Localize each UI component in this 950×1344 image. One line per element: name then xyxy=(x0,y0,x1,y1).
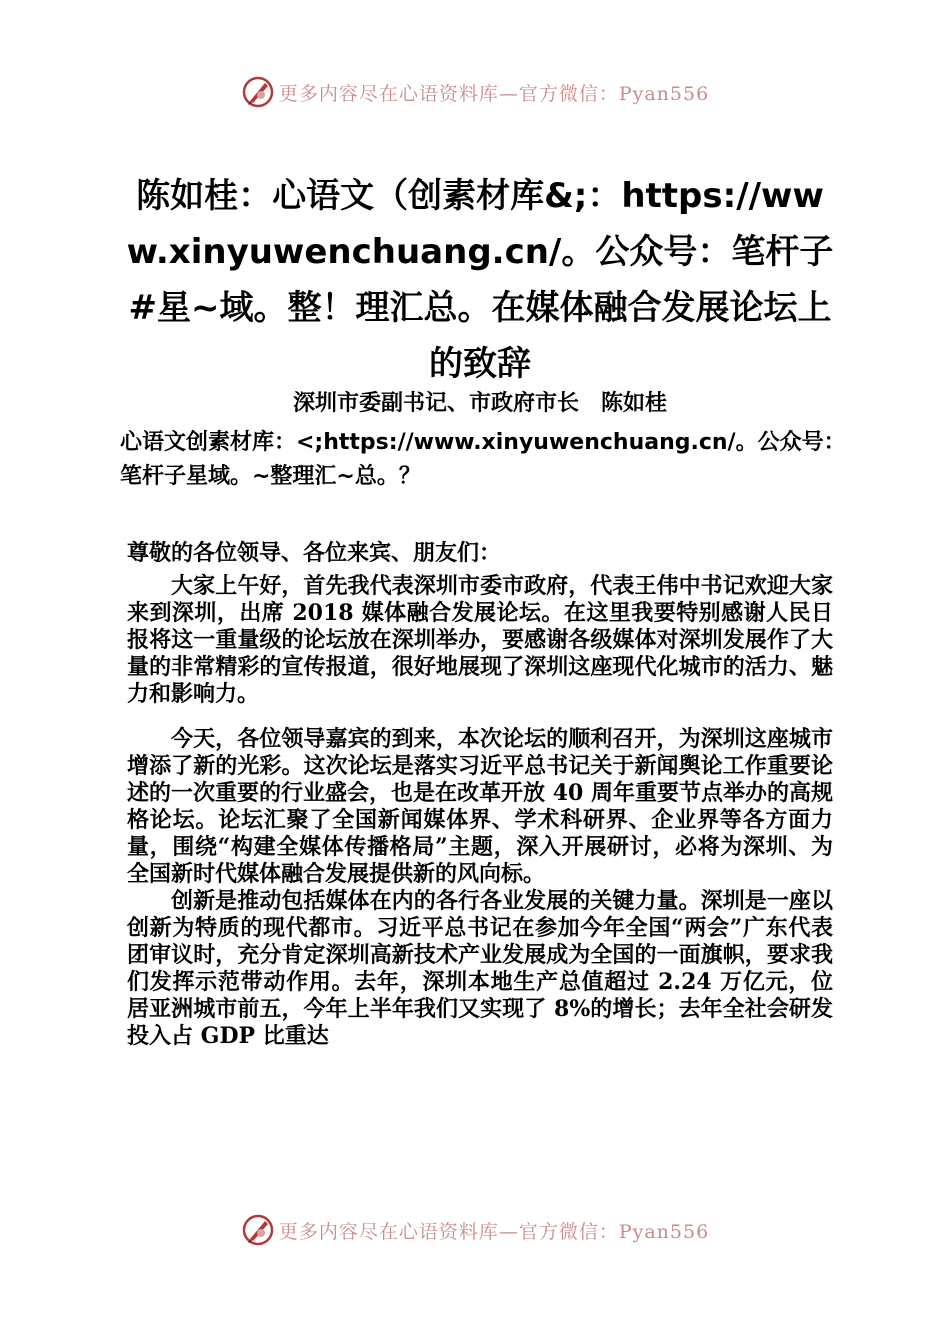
speech-body xyxy=(127,540,833,1050)
pen-circle-logo-icon xyxy=(241,75,275,109)
paragraph-1: 大家上午好，首先我代表深圳市委市政府，代表王伟中书记欢迎大家来到深圳，出席 2018 媒体融合发展论坛。在这里我要特别感谢人民日报将这一重量级的论坛放在深圳举办，要感谢各级媒体对深圳发展作了大量的非常精彩的宣传报道，很好地展现了深圳这座现代化城市的活力、魅力和影响力。 xyxy=(127,573,833,707)
footer-banner xyxy=(0,1210,950,1250)
header-banner xyxy=(0,72,950,112)
pen-circle-logo-icon xyxy=(241,1213,275,1247)
banner-text: 更多内容尽在心语资料库—官方微信：Pyan556 xyxy=(278,1220,710,1243)
paragraph-2: 今天，各位领导嘉宾的到来，本次论坛的顺利召开，为深圳这座城市增添了新的光彩。这次论坛是落实习近平总书记关于新闻舆论工作重要论述的一次重要的行业盛会，也是在改革开放 40 周年重要节点举办的高规格论坛。论坛汇聚了全国新闻媒体界、学术科研界、企业界等各方面力量，围绕“构建全媒体传播格局”主题，深入开展研讨，必将为深圳、为全国新时代媒体融合发展提供新的风向标。 xyxy=(127,726,833,887)
author-line: 深圳市委副书记、市政府市长 陈如桂 xyxy=(292,391,667,416)
salutation: 尊敬的各位领导、各位来宾、朋友们： xyxy=(127,541,502,566)
paragraph-3: 创新是推动包括媒体在内的各行各业发展的关键力量。深圳是一座以创新为特质的现代都市。习近平总书记在参加今年全国“两会”广东代表团审议时，充分肯定深圳高新技术产业发展成为全国的一面旗帜，要求我们发挥示范带动作用。去年，深圳本地生产总值超过 2.24 万亿元，位居亚洲城市前五，今年上半年我们又实现了 8%的增长；去年全社会研发投入占 GDP 比重达 xyxy=(127,888,833,1049)
source-note: 心语文创素材库：<;https://www.xinyuwenchuang.cn/。公众号：笔杆子星域。~整理汇~总。？ xyxy=(120,430,846,489)
banner-text: 更多内容尽在心语资料库—官方微信：Pyan556 xyxy=(278,82,710,105)
document-title: 陈如桂：心语文（创素材库&;：https://www.xinyuwenchuang.cn/。公众号：笔杆子#星~域。整！理汇总。在媒体融合发展论坛上的致辞 xyxy=(126,176,834,384)
